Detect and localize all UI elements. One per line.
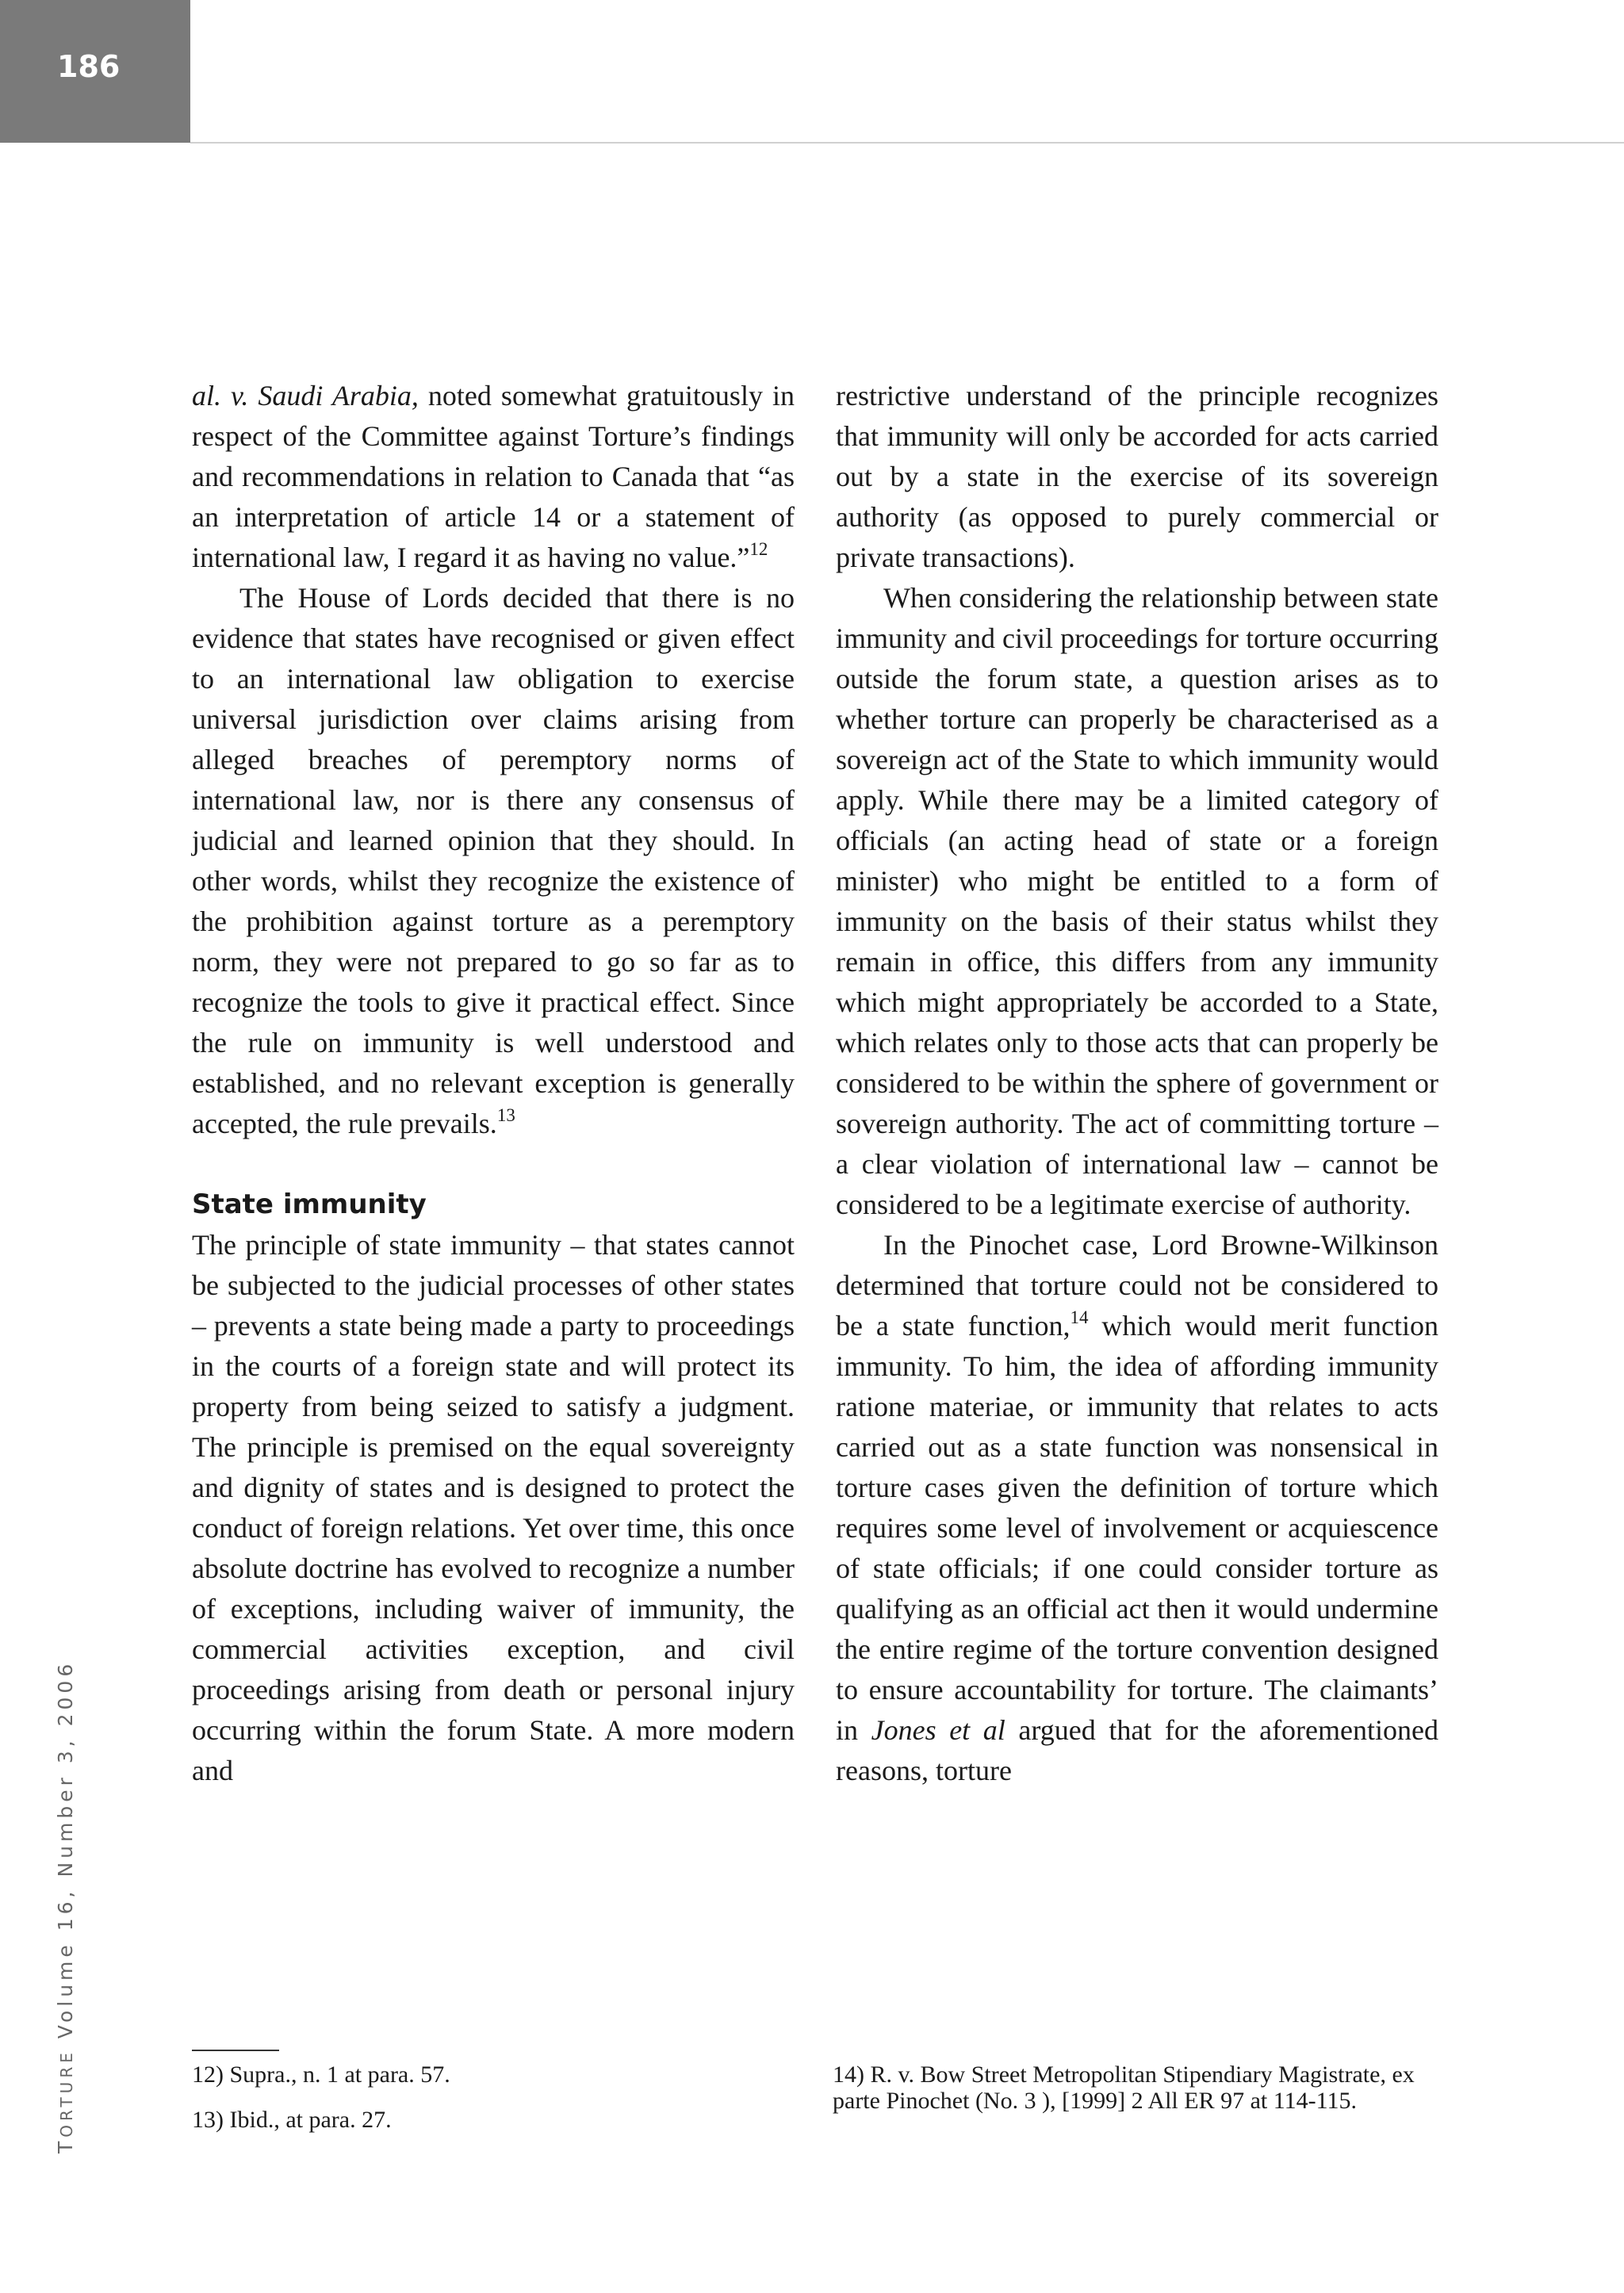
side-label-small-caps: ORTURE (57, 2049, 76, 2138)
left-paragraph-1 (192, 376, 795, 578)
footnote-14: 14) R. v. Bow Street Metropolitan Stipendiary Magistrate, ex parte Pinochet (No. 3 ), [1999] 2 All ER 97 at 114-115. (833, 2061, 1415, 2114)
footnote-ref-14: 14 (1070, 1307, 1089, 1327)
footnote-ref-13: 13 (496, 1105, 515, 1125)
right-paragraph-2: When considering the relationship between state immunity and civil proceedings for torture occurring outside the forum state, a question arises as to whether torture can properly be characterised as a sovereign act of the State to which immunity would apply. While there may be a limited category of officials (an acting head of state or a foreign minister) who might be entitled to a form of immunity on the basis of their status whilst they remain in office, this differs from any immunity which might appropriately be accorded to a State, which relates only to those acts that can properly be considered to be within the sphere of government or sovereign authority. The act of committing torture – a clear violation of international law – cannot be considered to be a legitimate exercise of authority. (836, 582, 1438, 1220)
right-paragraph-3-text-c: argued that for the aforementioned reasons, torture (836, 1714, 1438, 1786)
right-paragraph-3-text-a: In the Pinochet case, Lord Browne-Wilkinson determined that torture could not be considered to be a state function, (836, 1229, 1438, 1342)
left-paragraph-3: The principle of state immunity – that states cannot be subjected to the judicial processes of other states – prevents a state being made a party to proceedings in the courts of a foreign state and will protect its property from being seized to satisfy a judgment. The principle is premised on the equal sovereignty and dignity of states and is designed to protect the conduct of foreign relations. Yet over time, this once absolute doctrine has evolved to recognize a number of exceptions, including waiver of immunity, the commercial activities exception, and civil proceedings arising from death or personal injury occurring within the forum State. A more modern and (192, 1229, 795, 1786)
case-name-italic: al. v. Saudi Arabia, (192, 380, 419, 412)
case-name-italic-jones: Jones et al (871, 1714, 1005, 1746)
footnote-13: 13) Ibid., at para. 27. (192, 2107, 392, 2133)
page-number: 186 (57, 49, 121, 84)
right-column (836, 376, 1438, 1791)
side-label-rest: Volume 16, Number 3, 2006 (54, 1659, 77, 2050)
footnote-12: 12) Supra., n. 1 at para. 57. (192, 2061, 450, 2088)
left-paragraph-2 (192, 578, 795, 1144)
right-paragraph-3-text-b: which would merit function immunity. To him, the idea of affording immunity ratione materiae, or immunity that relates to acts carried out as a state function was nonsensical in torture cases given the definition of torture which requires some level of involvement or acquiescence of state officials; if one could consider torture as qualifying as an official act then it would undermine the entire regime of the torture convention designed to ensure accountability for torture. The claimants’ in (836, 1310, 1438, 1746)
journal-side-label (54, 1660, 77, 2153)
page-number-tab (0, 0, 190, 143)
section-heading: State immunity (192, 1189, 427, 1220)
side-label-first-letter: T (54, 2137, 77, 2153)
footnotes-left (192, 2061, 795, 2152)
footnote-ref-12: 12 (749, 539, 768, 559)
right-paragraph-1: restrictive understand of the principle recognizes that immunity will only be accorded for acts carried out by a state in the exercise of its sovereign authority (as opposed to purely commercial or private transactions). (836, 380, 1438, 573)
footnote-rule (192, 2050, 279, 2051)
footnotes-right (833, 2061, 1451, 2133)
left-column (192, 376, 795, 1791)
right-paragraph-3 (836, 1225, 1438, 1791)
left-paragraph-2-text: The House of Lords decided that there is no evidence that states have recognised or given effect to an international law obligation to exercise universal jurisdiction over claims arising from alleged breaches of peremptory norms of international law, nor is there any consensus of judicial and learned opinion that they should. In other words, whilst they recognize the existence of the prohibition against torture as a peremptory norm, they were not prepared to go so far as to recognize the tools to give it practical effect. Since the rule on immunity is well understood and established, and no relevant exception is generally accepted, the rule prevails. (192, 582, 795, 1139)
left-paragraph-1-text: noted somewhat gratuitously in respect of the Committee against Torture’s findings and recommendations in relation to Canada that “as an interpretation of article 14 or a statement of international law, I regard it as having no value.” (192, 380, 795, 573)
header-rule (190, 142, 1624, 144)
